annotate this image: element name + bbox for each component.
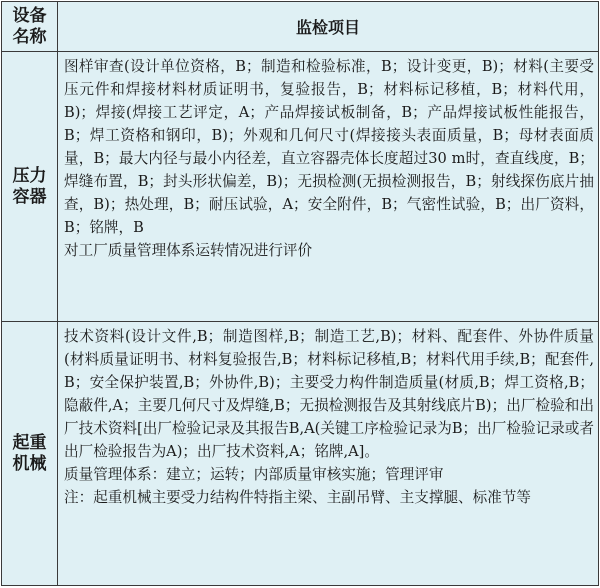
inspection-items-table (1, 1, 599, 586)
items-paragraph: 技术资料(设计文件,B；制造图样,B；制造工艺,B)；材料、配套件、外协件质量(材料质量证明书、材料复验报告,B；材料标记移植,B；材料代用手续,B；配套件,B；安全保护装置,B；外协件,B)；主要受力构件制造质量(材质,B；焊工资格,B；隐蔽件,A；主要几何尺寸及焊缝,B；无损检测报告及其射线底片B)；出厂检验和出厂技术资料[出厂检验记录及其报告B,A(关键工序检验记录为B；出厂检验记录或者出厂检验报告为A)；出厂技术资料,A；铭牌,A]。 (64, 328, 594, 460)
table-row-pressure-vessel (2, 52, 598, 322)
header-inspection-items: 监检项目 (295, 18, 360, 37)
items-note: 注：起重机械主要受力结构件特指主梁、主副吊臂、主支撑腿、标准节等 (64, 489, 532, 506)
row-items-pressure-vessel (58, 52, 598, 321)
row-items-crane-machinery (58, 322, 598, 585)
row-category-crane-machinery: 起重 机械 (2, 322, 58, 585)
table-header-row (2, 2, 598, 52)
items-paragraph: 图样审查(设计单位资格，B；制造和检验标准，B；设计变更，B)；材料(主要受压元件和焊接材料材质证明书，复验报告，B；材料标记移植，B；材料代用，B)；焊接(焊接工艺评定，A；产品焊接试板制备，B；产品焊接试板性能报告，B；焊工资格和钢印，B)；外观和几何尺寸(焊接接头表面质量，B；母材表面质量，B；最大内径与最小内径差，直立容器壳体长度超过30 m时，查直线度，B；焊缝布置，B；封头形状偏差，B)；无损检测(无损检测报告，B；射线探伤底片抽查，B)；热处理，B；耐压试验，A；安全附件，B；气密性试验，B；出厂资料，B；铭牌，B (64, 58, 594, 236)
items-paragraph: 质量管理体系：建立；运转；内部质量审核实施；管理评审 (64, 466, 444, 483)
header-equipment-name: 设备 名称 (2, 2, 58, 51)
row-category-pressure-vessel: 压力 容器 (2, 52, 58, 321)
items-paragraph: 对工厂质量管理体系运转情况进行评价 (64, 242, 313, 259)
table-row-crane-machinery (2, 322, 598, 585)
